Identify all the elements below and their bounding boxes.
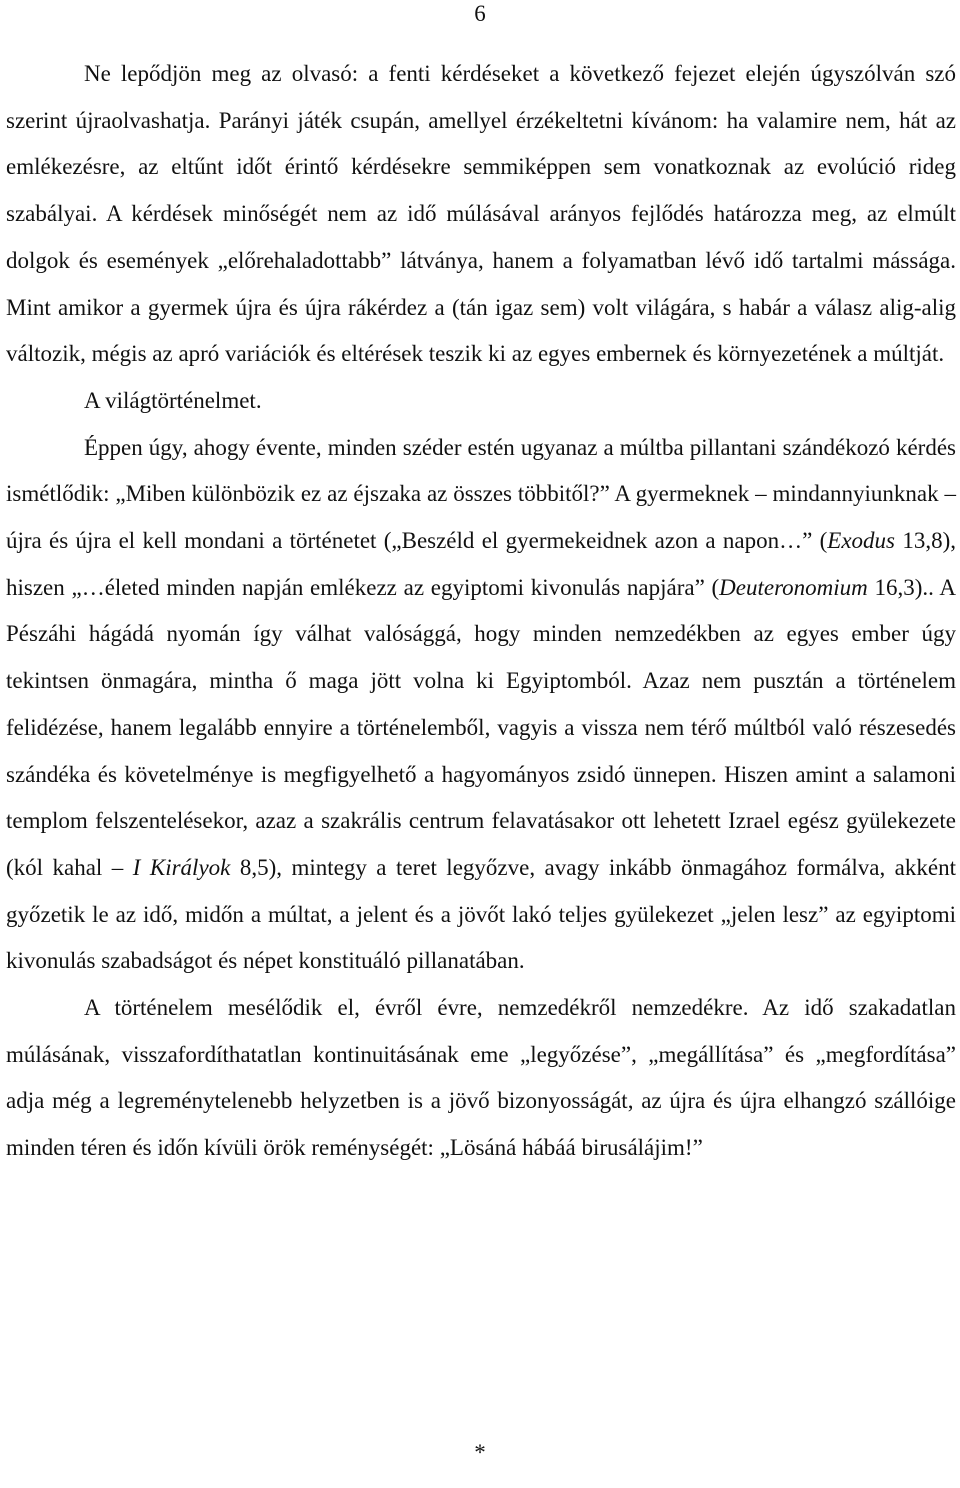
paragraph-3-text-3: 16,3).. A Pészáhi hágádá nyomán így válhat valósággá, hogy minden nemzedékben az egyes ember úgy tekintsen önmagára, mintha ő maga jött volna ki Egyiptomból. Azaz nem pusztán a történelem felidézése, hanem legalább ennyire a történelemből, vagyis a vissza nem térő múltból való részesedés szándéka és követelménye is megfigyelhető a hagyományos zsidó ünnepen. Hiszen amint a salamoni templom felszentelésekor, azaz a szakrális centrum felavatásakor ott lehetett Izrael egész gyülekezete (kól kahal –	[6, 574, 956, 880]
paragraph-1: Ne lepődjön meg az olvasó: a fenti kérdéseket a következő fejezet elején úgyszólván szó szerint újraolvashatja. Parányi játék csupán, amellyel érzékeltetni kívánom: ha valamire nem, hát az emlékezésre, az eltűnt időt érintő kérdésekre semmiképpen sem vonatkoznak az evolúció rideg szabályai. A kérdések minőségét nem az idő múlásával arányos fejlődés határozza meg, az elmúlt dolgok és események „előrehaladottabb” látványa, hanem a folyamatban lévő idő tartalmi mássága. Mint amikor a gyermek újra és újra rákérdez a (tán igaz sem) volt világára, s habár a válasz alig-alig változik, mégis az apró variációk és eltérések teszik ki az egyes embernek és környezetének a múltját.	[6, 61, 956, 367]
paragraph-2: A világtörténelmet.	[84, 387, 262, 413]
paragraph-3-text-4: 8,5), mintegy a teret legyőzve, avagy inkább önmagához formálva, akként győzetik le az idő, midőn a múltat, a jelent és a jövőt lakó teljes gyülekezet „jelen lesz” az egyiptomi kivonulás szabadságot és népet konstituáló pillanatában.	[6, 854, 956, 974]
reference-kiralyok: I Királyok	[132, 854, 231, 880]
paragraph-3	[6, 425, 956, 985]
reference-deuteronomium: Deuteronomium	[719, 574, 868, 600]
reference-exodus: Exodus	[827, 528, 896, 554]
page-number: 6	[474, 1, 486, 26]
section-separator: *	[474, 1440, 486, 1465]
paragraph-3-text-2: 13,8), hiszen „…életed minden napján emlékezz az egyiptomi kivonulás napjára” (	[6, 528, 956, 600]
paragraph-3-text-1: Éppen úgy, ahogy évente, minden széder estén ugyanaz a múltba pillantani szándékozó kérdés ismétlődik: „Miben különbözik ez az éjszaka az összes többitől?” A gyermeknek – mindannyiunknak – újra és újra el kell mondani a történetet („Beszéld el gyermekeidnek azon a napon…” (	[6, 434, 956, 554]
document-body	[6, 51, 956, 1172]
paragraph-4: A történelem mesélődik el, évről évre, nemzedékről nemzedékre. Az idő szakadatlan múlásának, visszafordíthatatlan kontinuitásának eme „legyőzése”, „megállítása” és „megfordítása” adja még a legreménytelenebb helyzetben is a jövő bizonyosságát, az újra és újra elhangzó szállóige minden téren és időn kívüli örök reménységét: „Lösáná hábáá birusálájim!”	[6, 995, 956, 1161]
